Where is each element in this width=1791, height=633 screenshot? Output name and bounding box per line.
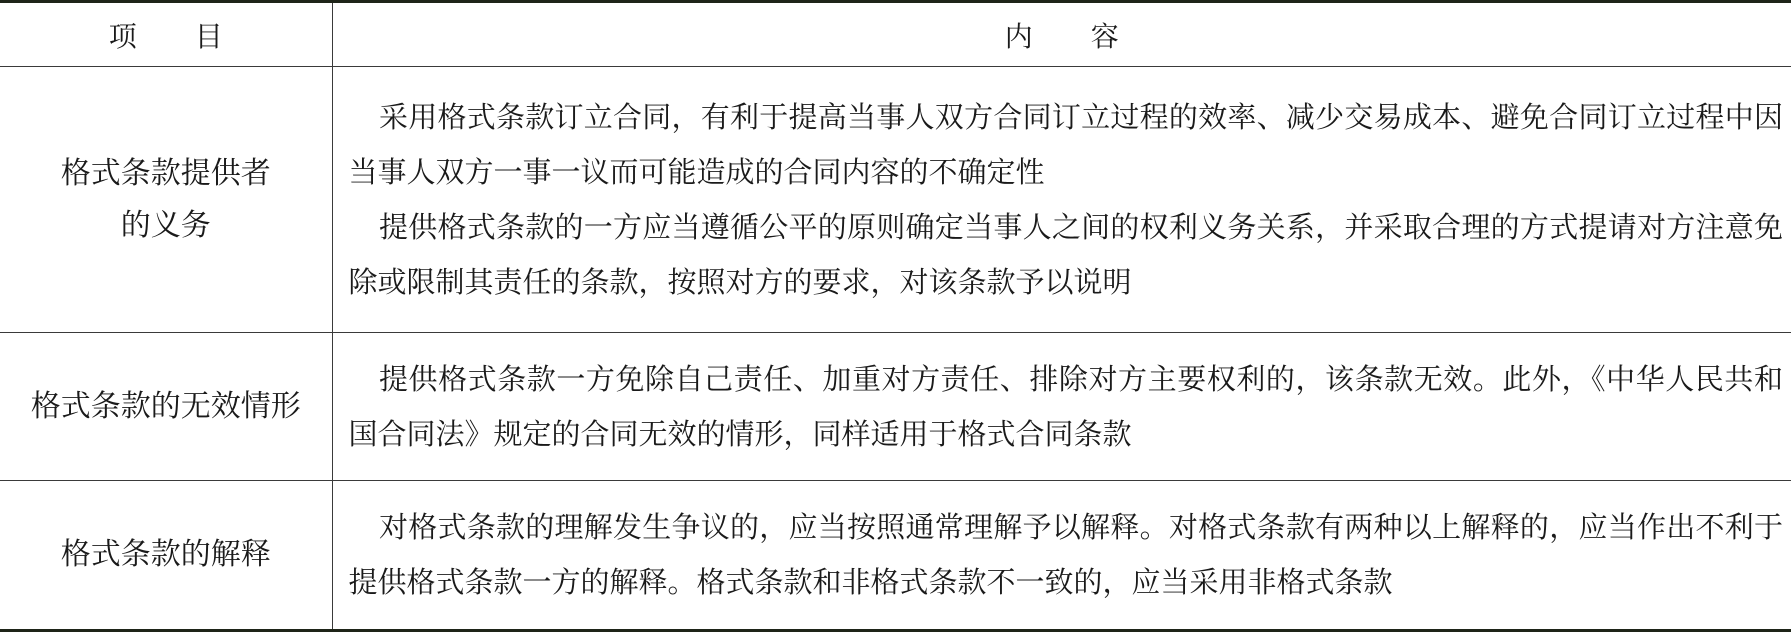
header-content-cell — [332, 2, 1791, 67]
row-content-cell — [332, 481, 1791, 631]
row-item-cell — [0, 67, 332, 333]
row-item-label: 格式条款的解释 — [60, 537, 271, 572]
table-header-row — [0, 2, 1791, 67]
header-content-label: 内容 — [1004, 19, 1177, 53]
table-row — [0, 67, 1791, 333]
content-paragraph: 提供格式条款的一方应当遵循公平的原则确定当事人之间的权利义务关系，并采取合理的方式提请对方注意免除或限制其责任的条款，按照对方的要求，对该条款予以说明 — [348, 209, 1783, 299]
row-content-cell — [332, 67, 1791, 333]
content-paragraph: 提供格式条款一方免除自己责任、加重对方责任、排除对方主要权利的，该条款无效。此外，《中华人民共和国合同法》规定的合同无效的情形，同样适用于格式合同条款 — [348, 361, 1783, 451]
row-content-cell — [332, 333, 1791, 481]
header-item-label: 项目 — [108, 19, 281, 53]
row-item-cell — [0, 481, 332, 631]
row-item-label: 格式条款提供者的义务 — [60, 155, 271, 243]
row-item-label: 格式条款的无效情形 — [30, 388, 301, 424]
content-paragraph: 采用格式条款订立合同，有利于提高当事人双方合同订立过程的效率、减少交易成本、避免合同订立过程中因当事人双方一事一议而可能造成的合同内容的不确定性 — [348, 99, 1783, 189]
content-paragraph: 对格式条款的理解发生争议的，应当按照通常理解予以解释。对格式条款有两种以上解释的，应当作出不利于提供格式条款一方的解释。格式条款和非格式条款不一致的，应当采用非格式条款 — [348, 510, 1783, 599]
header-item-cell — [0, 2, 332, 67]
table-row — [0, 481, 1791, 631]
table-row — [0, 333, 1791, 481]
row-item-cell — [0, 333, 332, 481]
